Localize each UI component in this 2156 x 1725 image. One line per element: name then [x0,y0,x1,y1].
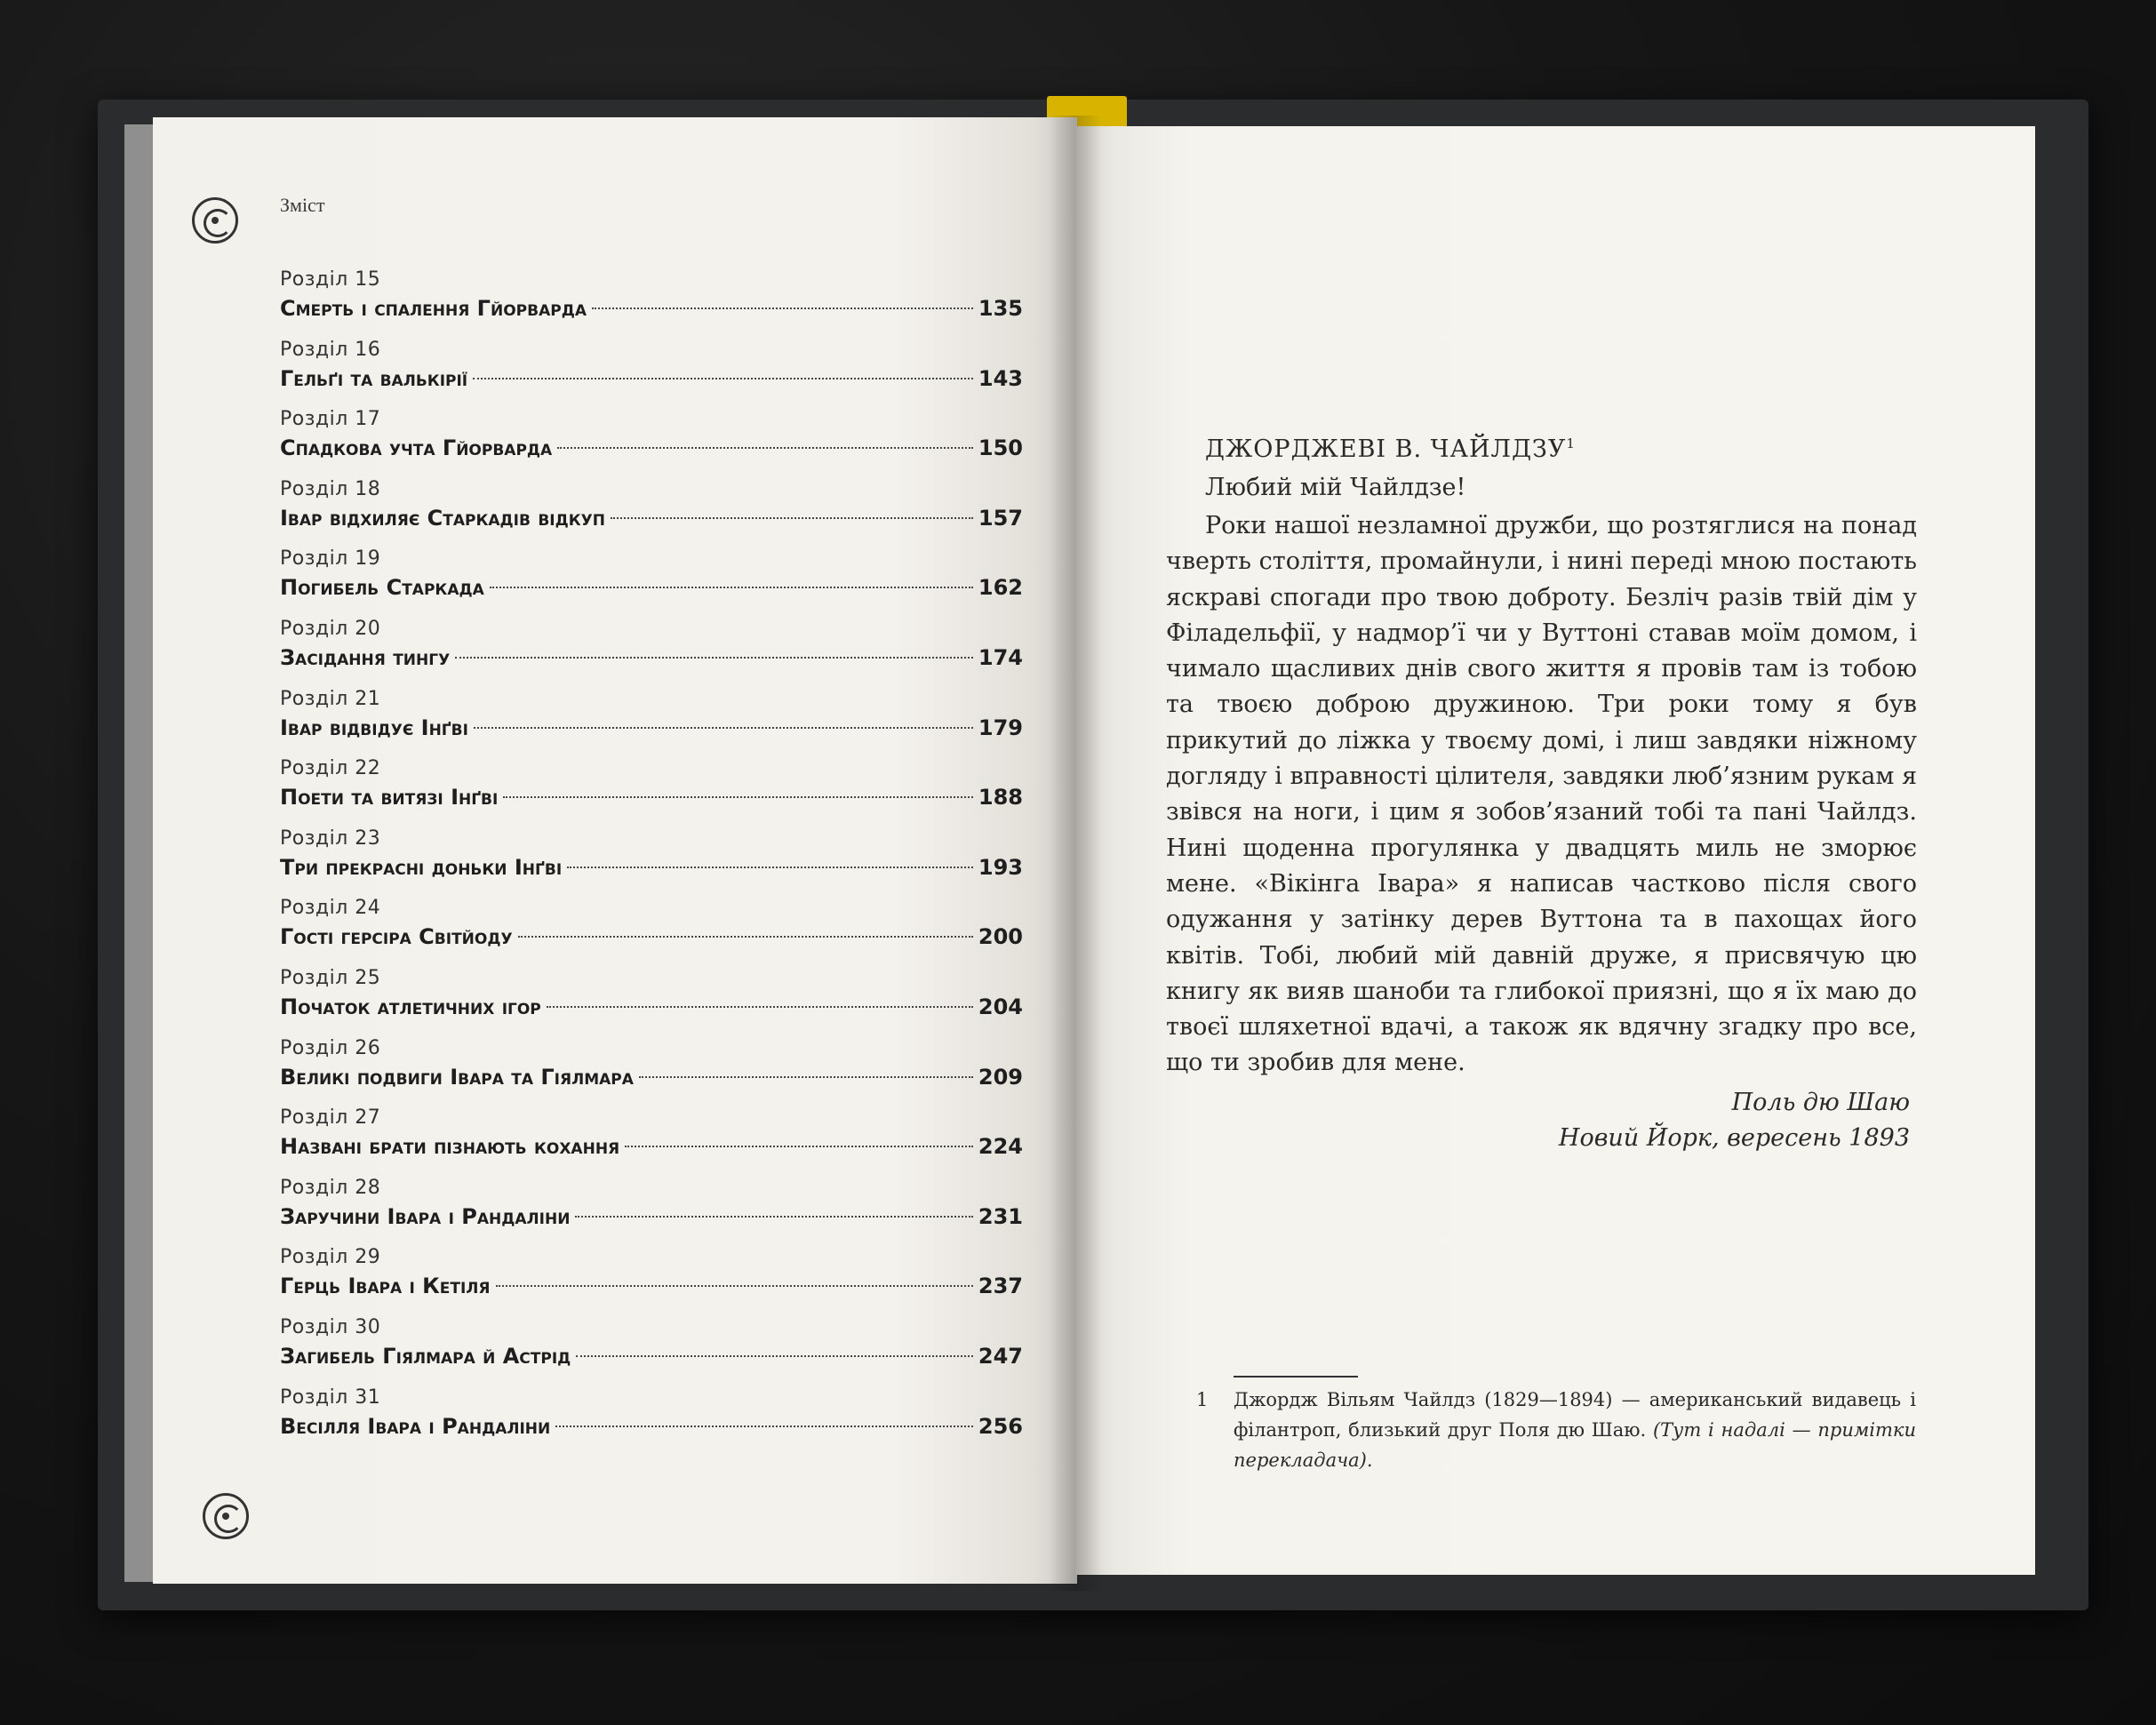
toc-page-number: 174 [978,644,1023,670]
toc-chapter-label: Розділ 15 [280,268,381,291]
dedication-greeting: Любий мій Чайлдзе! [1205,474,1466,501]
toc-leader-dots [474,727,973,729]
toc-leader-dots [625,1146,973,1147]
toc-line [280,1202,1023,1232]
toc-entry [280,546,1023,616]
toc-line [280,643,1023,673]
toc-page-number: 150 [978,435,1023,461]
toc-chapter-title: Погибель Старкада [280,575,484,601]
toc-line [280,782,1023,812]
toc-chapter-title: Великі подвиги Івара та Гіялмара [280,1064,634,1090]
toc-entry [280,1385,1023,1455]
toc-chapter-label: Розділ 29 [280,1246,381,1269]
table-of-contents [280,267,1023,1454]
toc-leader-dots [496,1285,973,1287]
toc-chapter-label: Розділ 19 [280,547,381,571]
toc-chapter-title: Гельґі та валькірії [280,365,468,391]
toc-line [280,1131,1023,1162]
toc-chapter-title: Загибель Гіялмара й Астрід [280,1343,571,1369]
dedication-body: Роки нашої незламної дружби, що розтяглися на понад чверть століття, промайнули, і нині переді мною постають яскраві спогади про твою доброту. Безліч разів твій дім у Філадельфії, у надмор’ї чи у Вуттоні ставав моїм домом, і чимало щасливих днів свого життя я провів там із тобою та твоєю доброю дружиною. Три роки тому я був прикутий до ліжка у твоєму домі, і лиш завдяки ніжному догляду і вправності цілителя, завдяки люб’язним рукам я звівся на ноги, і цим я зобов’язаний тобі та пані Чайлдз. Нині щоденна прогулянка у двадцять миль не зморює мене. «Вікінга Івара» я написав частково після свого одужання у затінку дерев Вуттона та в пахощах його квітів. Тобі, любий мій давній друже, я присвячую цю книгу як вияв шаноби та глибокої приязні, що я їх маю до твоєї шляхетної вдачі, а також як вдячну згадку про все, що ти зробив для мене. [1166,512,1917,1077]
toc-chapter-title: Івар відвідує Інґві [280,715,468,740]
toc-entry [280,476,1023,547]
running-head: Зміст [280,194,325,216]
toc-leader-dots [567,866,973,868]
toc-leader-dots [557,447,973,449]
toc-line [280,572,1023,603]
toc-page-number: 247 [978,1343,1023,1369]
dedication [1166,435,1917,1156]
toc-entry [280,755,1023,826]
footnote-number: 1 [1196,1389,1209,1410]
toc-line [280,1341,1023,1371]
toc-page-number: 256 [978,1413,1023,1439]
toc-entry [280,1244,1023,1314]
toc-leader-dots [592,307,973,309]
toc-entry [280,337,1023,407]
toc-entry [280,895,1023,965]
toc-entry [280,686,1023,756]
toc-line [280,1271,1023,1301]
toc-page-number: 162 [978,575,1023,601]
toc-page-number: 179 [978,715,1023,740]
toc-entry [280,1035,1023,1106]
toc-chapter-title: Смерть і спалення Гйорварда [280,296,587,321]
toc-page-number: 135 [978,296,1023,321]
toc-chapter-title: Заручини Івара і Рандаліни [280,1203,571,1229]
dedication-signature: Поль дю Шаю [1731,1088,1910,1116]
toc-line [280,922,1023,952]
toc-line [280,293,1023,323]
toc-chapter-title: Гості герсіра Світйоду [280,924,513,950]
toc-entry [280,406,1023,476]
footnote [1196,1385,1916,1475]
toc-entry [280,267,1023,337]
toc-chapter-label: Розділ 20 [280,617,381,640]
toc-chapter-label: Розділ 27 [280,1106,381,1130]
toc-leader-dots [639,1076,973,1078]
emblem-icon [203,1493,249,1539]
footnote-rule [1234,1376,1358,1378]
toc-entry [280,1175,1023,1245]
toc-chapter-title: Весілля Івара і Рандаліни [280,1413,551,1439]
toc-leader-dots [547,1006,973,1008]
toc-leader-dots [575,1216,972,1218]
toc-chapter-label: Розділ 21 [280,687,381,710]
toc-line [280,1411,1023,1441]
toc-chapter-label: Розділ 23 [280,827,381,850]
toc-entry [280,1314,1023,1385]
toc-chapter-title: Спадкова учта Гйорварда [280,435,553,461]
toc-leader-dots [518,936,973,938]
toc-chapter-label: Розділ 30 [280,1315,381,1338]
toc-entry [280,1105,1023,1175]
toc-page-number: 209 [978,1064,1023,1090]
footnote-text: Джордж Вільям Чайлдз (1829—1894) — американський видавець і філантроп, близький друг Поля дю Шаю. (Тут і надалі — примітки перекладача). [1234,1389,1916,1471]
toc-chapter-title: Івар відхиляє Старкадів відкуп [280,505,605,531]
dedication-place-date: Новий Йорк, вересень 1893 [1558,1123,1910,1152]
book-gutter [1049,116,1102,1591]
toc-chapter-title: Три прекрасні доньки Інґві [280,854,563,880]
toc-page-number: 188 [978,785,1023,811]
toc-chapter-title: Початок атлетичних ігор [280,994,541,1019]
toc-line [280,852,1023,882]
toc-line [280,713,1023,743]
toc-entry [280,965,1023,1035]
toc-line [280,433,1023,463]
toc-line [280,503,1023,533]
toc-page-number: 224 [978,1134,1023,1160]
toc-chapter-label: Розділ 31 [280,1386,381,1409]
toc-page-number: 200 [978,924,1023,950]
toc-page-number: 231 [978,1203,1023,1229]
toc-chapter-label: Розділ 28 [280,1176,381,1199]
toc-page-number: 157 [978,505,1023,531]
toc-leader-dots [503,796,973,798]
toc-entry [280,616,1023,686]
toc-chapter-label: Розділ 22 [280,757,381,780]
toc-entry [280,826,1023,896]
toc-chapter-label: Розділ 17 [280,408,381,431]
toc-page-number: 237 [978,1274,1023,1299]
toc-line [280,363,1023,394]
toc-leader-dots [490,587,973,588]
toc-chapter-label: Розділ 18 [280,477,381,500]
toc-chapter-label: Розділ 26 [280,1036,381,1059]
toc-line [280,992,1023,1022]
toc-line [280,1062,1023,1092]
dedication-addressee: ДЖОРДЖЕВІ В. ЧАЙЛДЗУ$^1$ [1205,435,1576,463]
toc-leader-dots [555,1426,973,1427]
toc-chapter-title: Герць Івара і Кетіля [280,1274,491,1299]
toc-leader-dots [576,1355,973,1357]
toc-leader-dots [611,517,973,519]
toc-chapter-title: Засідання тингу [280,644,451,670]
toc-chapter-label: Розділ 24 [280,897,381,920]
toc-page-number: 193 [978,854,1023,880]
page-stack-edge [124,124,156,1582]
toc-chapter-title: Поети та витязі Інґві [280,785,499,811]
toc-page-number: 143 [978,365,1023,391]
toc-leader-dots [473,378,973,379]
toc-page-number: 204 [978,994,1023,1019]
emblem-icon [192,197,238,244]
toc-chapter-label: Розділ 25 [280,966,381,989]
toc-leader-dots [455,657,973,659]
toc-chapter-label: Розділ 16 [280,338,381,361]
toc-chapter-title: Названі брати пізнають кохання [280,1134,620,1160]
